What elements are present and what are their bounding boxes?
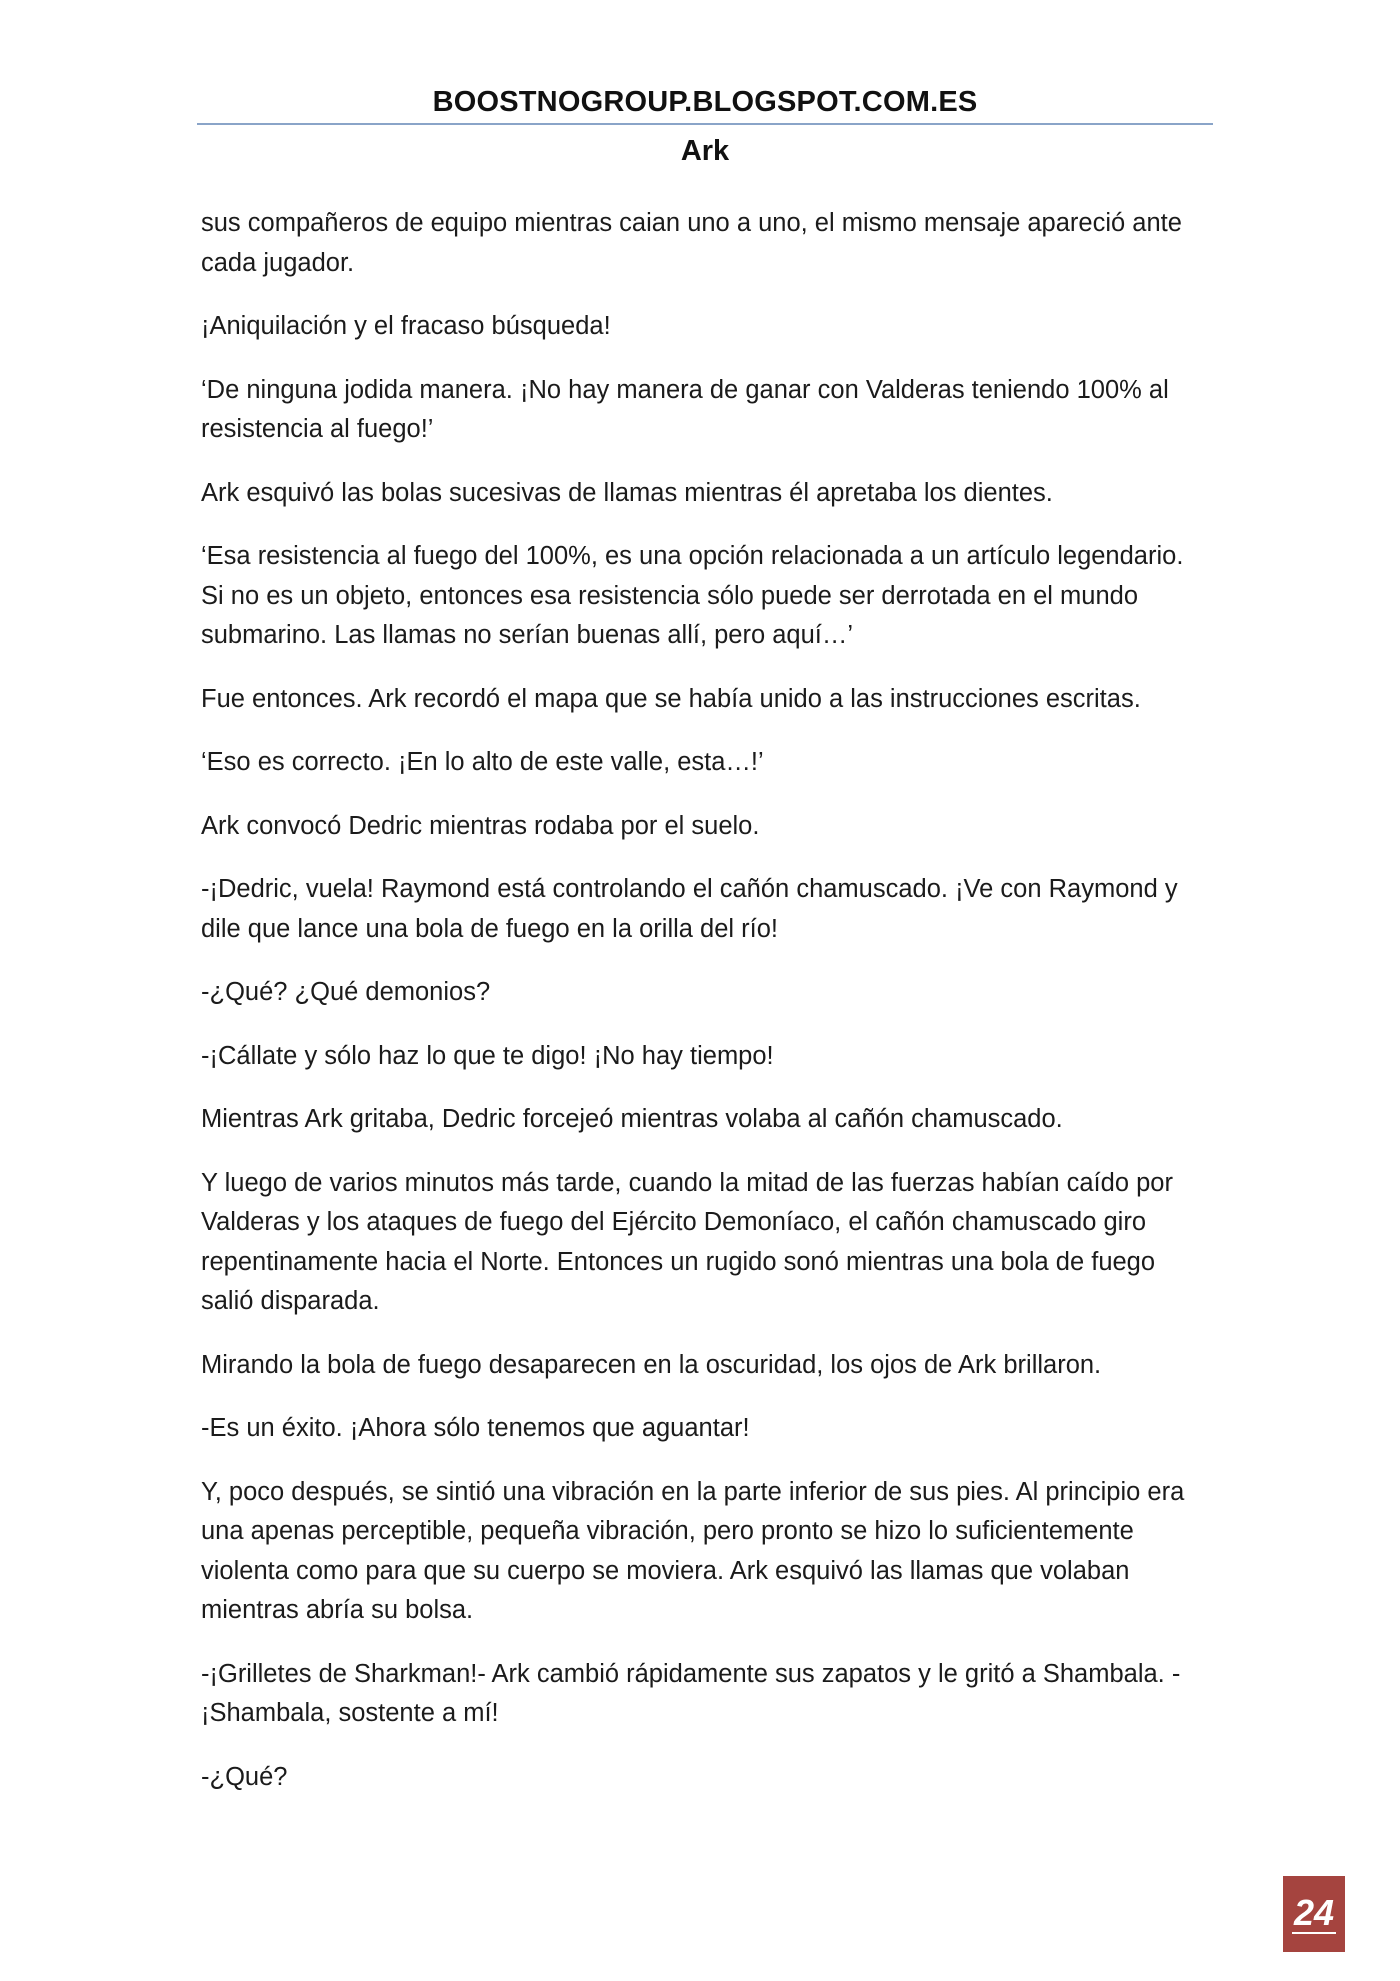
paragraph: sus compañeros de equipo mientras caian uno a uno, el mismo mensaje apareció ante cada jugador. [201, 209, 1182, 277]
paragraph: Mirando la bola de fuego desaparecen en la oscuridad, los ojos de Ark brillaron. [201, 1350, 1102, 1379]
paragraph: ‘Esa resistencia al fuego del 100%, es una opción relacionada a un artículo legendario. Si no es un objeto, entonces esa resistencia sólo puede ser derrotada en el mundo submarino. Las llamas no serían buenas allí, pero aquí…’ [201, 542, 1184, 649]
paragraph: Fue entonces. Ark recordó el mapa que se había unido a las instrucciones escritas. [201, 684, 1141, 713]
paragraph: ‘Eso es correcto. ¡En lo alto de este valle, esta…!’ [201, 748, 764, 776]
page-number-badge [1283, 1876, 1345, 1952]
paragraph: ¡Aniquilación y el fracaso búsqueda! [201, 312, 611, 340]
site-title: BOOSTNOGROUP.BLOGSPOT.COM.ES [432, 86, 978, 118]
paragraph: -¿Qué? [201, 1762, 288, 1791]
paragraph: -Es un éxito. ¡Ahora sólo tenemos que aguantar! [201, 1414, 750, 1442]
header-divider [197, 123, 1213, 125]
page-number: 24 [1293, 1892, 1335, 1933]
paragraph: Ark esquivó las bolas sucesivas de llamas mientras él apretaba los dientes. [201, 478, 1053, 507]
paragraph: -¡Cállate y sólo haz lo que te digo! ¡No hay tiempo! [201, 1041, 774, 1070]
paragraph: Y luego de varios minutos más tarde, cuando la mitad de las fuerzas habían caído por Valderas y los ataques de fuego del Ejército Demoníaco, el cañón chamuscado giro repentinamente hacia el Norte. Entonces un rugido sonó mientras una bola de fuego salió disparada. [201, 1168, 1173, 1315]
paragraph: Ark convocó Dedric mientras rodaba por el suelo. [201, 811, 760, 840]
paragraph: Mientras Ark gritaba, Dedric forcejeó mientras volaba al cañón chamuscado. [201, 1105, 1063, 1133]
paragraph: -¿Qué? ¿Qué demonios? [201, 978, 491, 1006]
paragraph: Y, poco después, se sintió una vibración en la parte inferior de sus pies. Al principio era una apenas perceptible, pequeña vibración, pero pronto se hizo lo suficientemente violenta como para que su cuerpo se moviera. Ark esquivó las llamas que volaban mientras abría su bolsa. [201, 1477, 1185, 1624]
paragraph: -¡Grilletes de Sharkman!- Ark cambió rápidamente sus zapatos y le gritó a Shambala. -¡Shambala, sostente a mí! [201, 1659, 1181, 1727]
paragraph: -¡Dedric, vuela! Raymond está controlando el cañón chamuscado. ¡Ve con Raymond y dile que lance una bola de fuego en la orilla del río! [201, 875, 1178, 943]
paragraph: ‘De ninguna jodida manera. ¡No hay manera de ganar con Valderas teniendo 100% al resistencia al fuego!’ [201, 375, 1169, 443]
body-text [201, 204, 1211, 1821]
book-title: Ark [680, 135, 730, 167]
page-header [197, 84, 1213, 169]
